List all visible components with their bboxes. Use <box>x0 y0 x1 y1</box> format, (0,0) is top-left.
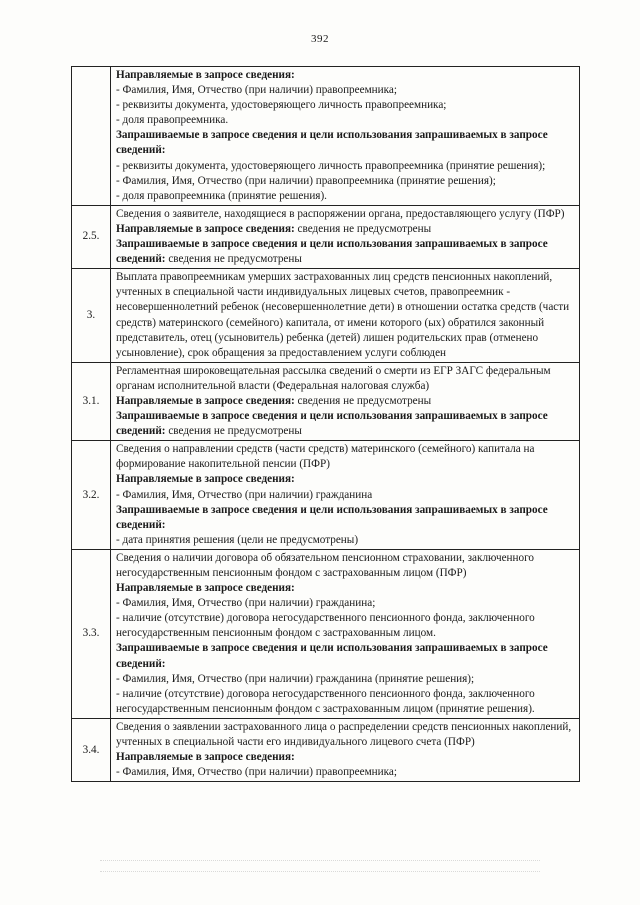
row-content <box>111 269 580 363</box>
heading-text: Запрашиваемые в запросе сведения и цели использования запрашиваемых в запросе сведений: <box>116 410 548 438</box>
table-row <box>72 269 580 363</box>
heading-text: Запрашиваемые в запросе сведения и цели использования запрашиваемых в запросе сведений: <box>116 238 548 266</box>
document-table-body <box>72 67 580 782</box>
line-value: сведения не предусмотрены <box>165 425 302 438</box>
page-number: 392 <box>311 33 329 45</box>
text-line <box>116 270 575 361</box>
section-heading <box>116 581 575 596</box>
text-line <box>116 720 575 750</box>
row-number: 3.3. <box>72 549 111 718</box>
line-text: - Фамилия, Имя, Отчество (при наличии) гражданина; <box>116 597 376 610</box>
line-text: - наличие (отсутствие) договора негосударственного пенсионного фонда, заключенного негосударственным пенсионным фондом с застрахованным лицом. <box>116 612 535 640</box>
text-line <box>116 113 575 128</box>
line-text: - Фамилия, Имя, Отчество (при наличии) правопреемника; <box>116 84 397 97</box>
line-text: Сведения о наличии договора об обязательном пенсионном страховании, заключенного негосударственным пенсионным фондом с застрахованным лицом (ПФР) <box>116 551 535 579</box>
text-line <box>116 442 575 472</box>
section-heading <box>116 68 575 83</box>
heading-text: Направляемые в запросе сведения: <box>116 69 295 81</box>
section-heading <box>116 750 575 765</box>
heading-text: Направляемые в запросе сведения: <box>116 751 295 764</box>
line-text: Регламентная широковещательная рассылка сведений о смерти из ЕГР ЗАГС федеральным органам исполнительной власти (Федеральная налоговая служба) <box>116 364 551 392</box>
text-line <box>116 189 575 204</box>
line-value: сведения не предусмотрены <box>294 222 432 235</box>
row-content <box>111 441 580 550</box>
section-heading <box>116 503 575 533</box>
text-line <box>116 98 575 113</box>
text-line <box>116 687 575 717</box>
row-number: 3. <box>72 269 111 363</box>
table-row <box>72 362 580 440</box>
table-row <box>72 549 580 718</box>
line-text: - Фамилия, Имя, Отчество (при наличии) гражданина <box>116 488 373 501</box>
row-content <box>111 549 580 718</box>
text-line <box>116 533 575 548</box>
heading-text: Направляемые в запросе сведения: <box>116 222 295 235</box>
line-text: - дата принятия решения (цели не предусмотрены) <box>116 533 359 546</box>
text-line <box>116 611 575 641</box>
row-number: 3.4. <box>72 718 111 781</box>
heading-text: Направляемые в запросе сведения: <box>116 473 295 486</box>
line-text: Сведения о заявлении застрахованного лица о распределении средств пенсионных накоплений, учтенных в специальной части его индивидуального лицевого счета (ПФР) <box>116 720 572 749</box>
line-text: - реквизиты документа, удостоверяющего личность правопреемника (принятие решения); <box>116 159 546 172</box>
table-row <box>72 718 580 781</box>
text-line <box>116 159 575 174</box>
text-line <box>116 207 575 222</box>
line-text: - доля правопреемника (принятие решения). <box>116 189 327 202</box>
line-text: Сведения о направлении средств (части средств) материнского (семейного) капитала на формирование накопительной пенсии (ПФР) <box>116 443 535 471</box>
text-line <box>116 596 575 611</box>
text-line <box>116 672 575 687</box>
row-content <box>111 67 580 206</box>
section-heading <box>116 222 575 237</box>
section-heading <box>116 409 575 439</box>
section-heading <box>116 641 575 671</box>
table-row <box>72 441 580 550</box>
line-text: - наличие (отсутствие) договора негосударственного пенсионного фонда, заключенного негосударственным пенсионным фондом с застрахованным лицом (принятие решения). <box>116 687 535 715</box>
text-line <box>116 765 575 780</box>
line-text: Выплата правопреемникам умерших застрахованных лиц средств пенсионных накоплений, учтенных в специальной части индивидуальных лицевых счетов, правопреемник - несовершеннолетний ребенок (несовершеннолетние дети) в отношении остатка средств (части средств) материнского (семейного) капитала, от имени которого (ых) обратился законный представитель, отец (усыновитель) ребенка (детей) лишен родительских прав (отменено усыновление), срок обращения за предоставлением услуги соблюден <box>116 271 570 359</box>
row-number: 2.5. <box>72 205 111 268</box>
row-number <box>72 67 111 206</box>
section-heading <box>116 394 575 409</box>
row-content <box>111 205 580 268</box>
text-line <box>116 551 575 581</box>
row-content <box>111 718 580 781</box>
section-heading <box>116 237 575 267</box>
table-row <box>72 67 580 206</box>
line-value: сведения не предусмотрены <box>294 394 432 407</box>
text-line <box>116 83 575 98</box>
heading-text: Направляемые в запросе сведения: <box>116 582 295 595</box>
heading-text: Направляемые в запросе сведения: <box>116 394 295 407</box>
line-value: сведения не предусмотрены <box>165 253 302 266</box>
heading-text: Запрашиваемые в запросе сведения и цели использования запрашиваемых в запросе сведений: <box>116 503 548 531</box>
text-line <box>116 364 575 394</box>
scan-noise <box>100 850 540 890</box>
text-line <box>116 174 575 189</box>
line-text: - Фамилия, Имя, Отчество (при наличии) гражданина (принятие решения); <box>116 672 475 685</box>
section-heading <box>116 472 575 487</box>
text-line <box>116 488 575 503</box>
table-row <box>72 205 580 268</box>
line-text: - реквизиты документа, удостоверяющего личность правопреемника; <box>116 99 447 112</box>
line-text: - доля правопреемника. <box>116 114 229 127</box>
section-heading <box>116 128 575 158</box>
row-number: 3.1. <box>72 362 111 440</box>
row-content <box>111 362 580 440</box>
document-table <box>71 66 580 782</box>
row-number: 3.2. <box>72 441 111 550</box>
heading-text: Запрашиваемые в запросе сведения и цели использования запрашиваемых в запросе сведений: <box>116 642 548 670</box>
line-text: Сведения о заявителе, находящиеся в распоряжении органа, предоставляющего услугу (ПФР) <box>116 207 565 220</box>
line-text: - Фамилия, Имя, Отчество (при наличии) правопреемника; <box>116 766 397 779</box>
heading-text: Запрашиваемые в запросе сведения и цели использования запрашиваемых в запросе сведений: <box>116 129 548 157</box>
line-text: - Фамилия, Имя, Отчество (при наличии) правопреемника (принятие решения); <box>116 174 496 187</box>
